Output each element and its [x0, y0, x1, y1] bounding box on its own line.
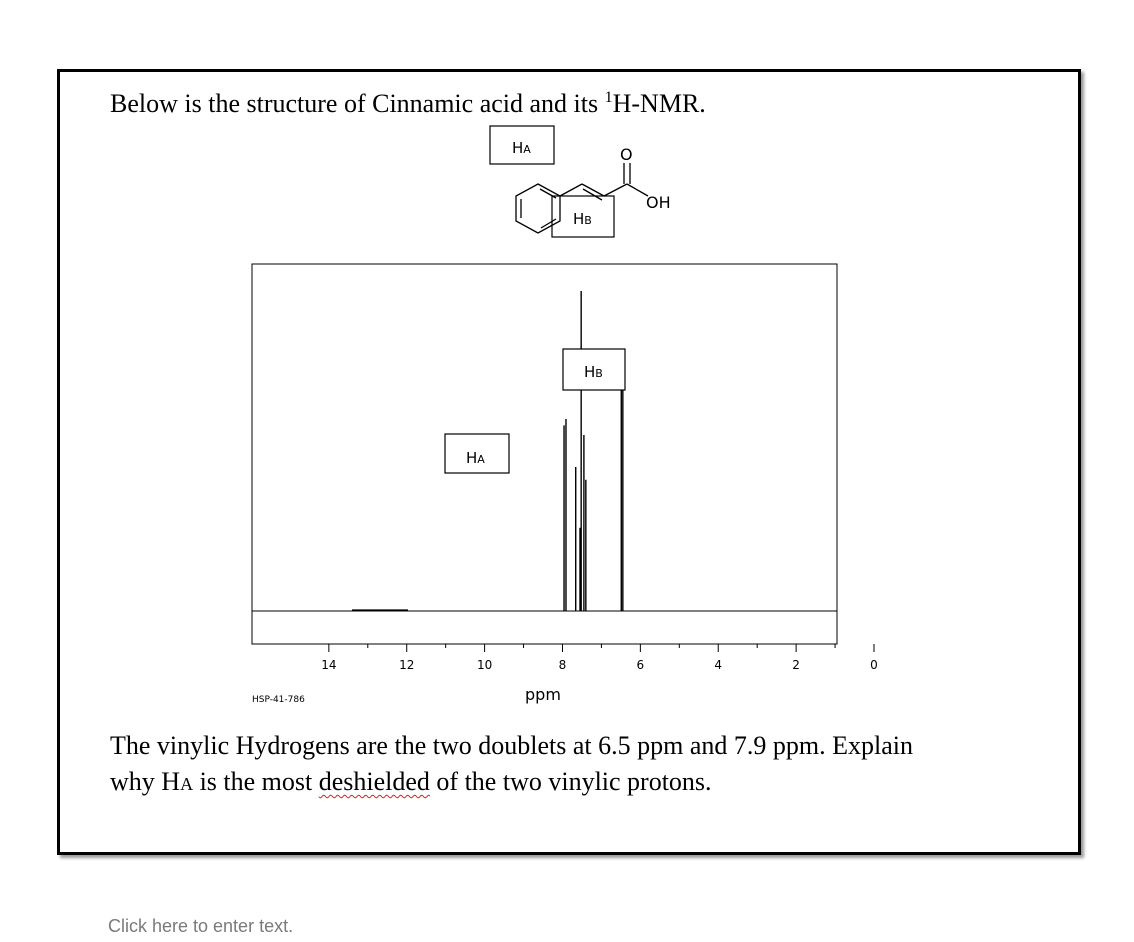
misspelled-word: deshielded: [318, 767, 430, 796]
svg-text:HB: HB: [584, 363, 603, 381]
svg-text:HA: HA: [512, 139, 531, 157]
spectrum-label-ha: [445, 434, 509, 473]
hydroxyl-group: OH: [646, 193, 671, 212]
question-line2-sub: A: [180, 774, 194, 794]
x-tick-label: 4: [714, 658, 723, 672]
x-tick-label: 14: [321, 658, 337, 672]
x-tick-label: 12: [399, 658, 415, 672]
x-tick-label: 2: [792, 658, 800, 672]
svg-text:HB: HB: [573, 210, 592, 228]
intro-superscript: 1: [604, 89, 613, 106]
sample-id: HSP-41-786: [252, 695, 305, 705]
x-axis-tick-labels: [321, 658, 878, 672]
question-frame: [57, 69, 1081, 855]
intro-suffix: H-NMR.: [612, 89, 706, 118]
spectrum-peaks: [564, 291, 623, 611]
question-text: [110, 728, 913, 802]
spectrum-label-hb: [563, 349, 625, 390]
question-line2-prefix: why H: [110, 767, 181, 796]
question-line-1: The vinylic Hydrogens are the two doublets at 6.5 ppm and 7.9 ppm. Explain: [110, 731, 913, 760]
spectrum-plot-area: [252, 264, 837, 644]
label-box-ha: [490, 126, 554, 164]
nmr-spectrum: [240, 262, 878, 722]
x-tick-label: 10: [476, 658, 493, 672]
x-tick-label: 0: [870, 658, 878, 672]
answer-text-field[interactable]: Click here to enter text.: [108, 916, 294, 936]
label-box-hb: [552, 196, 614, 237]
oxygen-atom: O: [620, 145, 633, 164]
cinnamic-acid-structure: [470, 120, 710, 250]
x-axis-ticks: [329, 644, 874, 652]
x-axis-label: ppm: [525, 685, 561, 704]
svg-text:HA: HA: [466, 449, 485, 467]
question-line2-middle: is the most: [193, 767, 319, 796]
question-line2-suffix: of the two vinylic protons.: [429, 767, 712, 796]
question-line-2: [110, 764, 913, 802]
carbon-chain: [560, 163, 648, 200]
x-tick-label: 6: [636, 658, 645, 672]
intro-prefix: Below is the structure of Cinnamic acid and its: [110, 89, 605, 118]
intro-text: [110, 86, 706, 122]
x-tick-label: 8: [558, 658, 567, 672]
